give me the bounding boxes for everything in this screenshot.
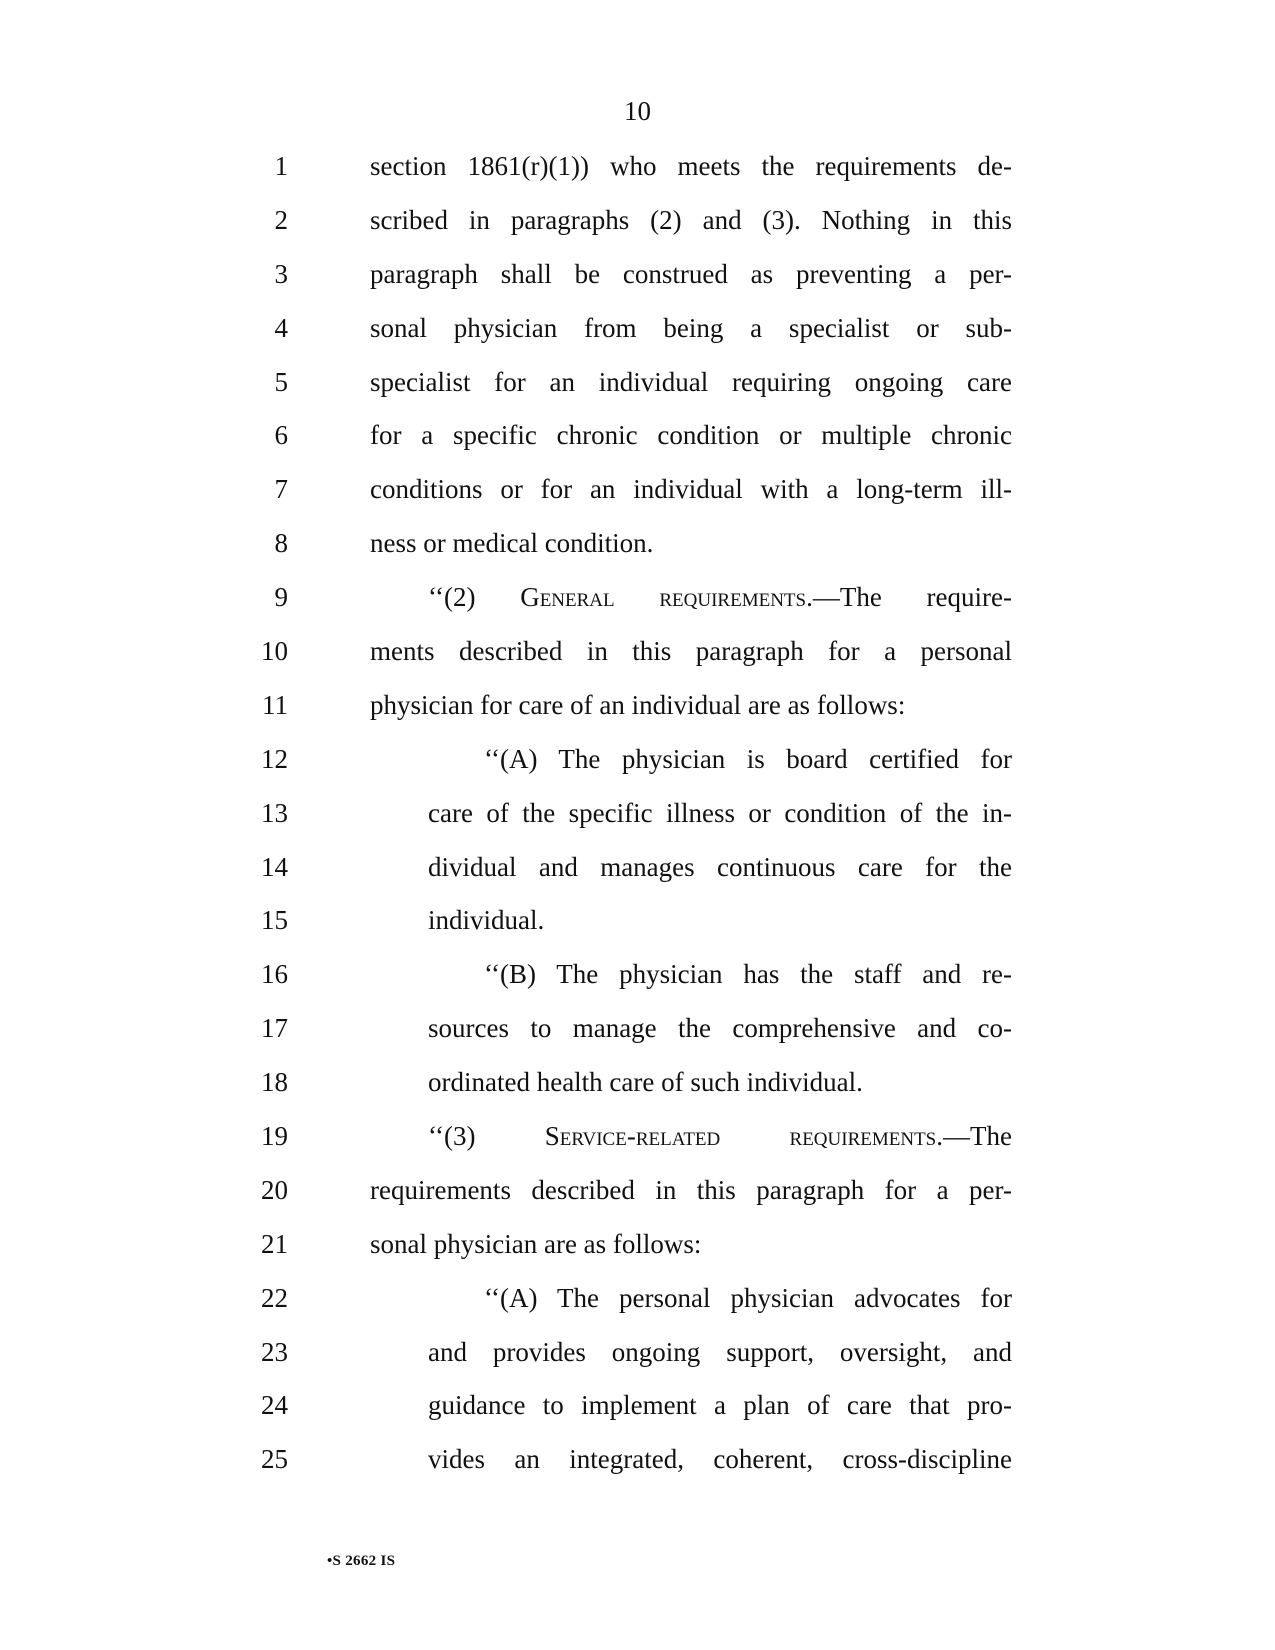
line-text: and provides ongoing support, oversight, and — [428, 1336, 1012, 1367]
line-text: physician for care of an individual are as follows: — [370, 689, 906, 720]
line-text: ments described in this paragraph for a personal — [370, 636, 1012, 667]
text-line — [0, 463, 1275, 517]
line-text: guidance to implement a plan of care that pro- — [428, 1390, 1012, 1421]
bill-identifier-footer: •S 2662 IS — [327, 1553, 396, 1569]
page-number: 10 — [624, 96, 651, 126]
text-line — [0, 248, 1275, 302]
text-line — [0, 409, 1275, 463]
line-number: 17 — [261, 1013, 288, 1044]
line-number: 9 — [274, 582, 288, 613]
line-number: 3 — [274, 258, 288, 289]
bill-text-body — [0, 140, 1275, 1487]
line-text: requirements described in this paragraph for a per- — [370, 1174, 1012, 1205]
text-line — [0, 517, 1275, 571]
line-number: 13 — [261, 797, 288, 828]
paragraph-heading-line — [428, 571, 1012, 625]
line-number: 11 — [262, 689, 288, 720]
line-text: dividual and manages continuous care for the — [428, 851, 1012, 882]
text-line — [0, 733, 1275, 787]
line-number: 7 — [274, 474, 288, 505]
line-text: individual. — [428, 905, 545, 936]
line-text: sonal physician from being a specialist or sub- — [370, 312, 1012, 343]
line-number: 21 — [261, 1228, 288, 1259]
text-line — [0, 948, 1275, 1002]
text-line — [0, 302, 1275, 356]
line-number: 23 — [261, 1336, 288, 1367]
paragraph-prefix: ‘‘(3) — [428, 1121, 545, 1152]
text-line — [0, 1056, 1275, 1110]
text-line — [0, 679, 1275, 733]
text-line — [0, 140, 1275, 194]
line-number: 12 — [261, 743, 288, 774]
line-text: for a specific chronic condition or multiple chronic — [370, 420, 1012, 451]
line-text: ordinated health care of such individual. — [428, 1067, 863, 1098]
text-line — [0, 571, 1275, 625]
text-line — [0, 356, 1275, 410]
line-text: paragraph shall be construed as preventing a per- — [370, 258, 1012, 289]
line-number: 15 — [261, 905, 288, 936]
line-text: conditions or for an individual with a long-term ill- — [370, 474, 1012, 505]
line-number: 5 — [274, 366, 288, 397]
text-line — [0, 1218, 1275, 1272]
paragraph-suffix: .—The require- — [806, 582, 1012, 613]
line-number: 24 — [261, 1390, 288, 1421]
line-number: 6 — [274, 420, 288, 451]
text-line — [0, 1002, 1275, 1056]
text-line — [0, 841, 1275, 895]
text-line — [0, 1272, 1275, 1326]
text-line — [0, 1326, 1275, 1380]
line-text: specialist for an individual requiring ongoing care — [370, 366, 1012, 397]
line-text: sonal physician are as follows: — [370, 1228, 702, 1259]
line-text: scribed in paragraphs (2) and (3). Nothing in this — [370, 204, 1012, 235]
text-line — [0, 1433, 1275, 1487]
line-text: care of the specific illness or condition of the in- — [428, 797, 1012, 828]
line-number: 1 — [274, 151, 288, 181]
text-line — [0, 1110, 1275, 1164]
text-line — [0, 787, 1275, 841]
paragraph-heading-line — [428, 1110, 1012, 1164]
line-text: ness or medical condition. — [370, 528, 654, 559]
text-line — [0, 1379, 1275, 1433]
text-line — [0, 194, 1275, 248]
line-text: vides an integrated, coherent, cross-discipline — [428, 1444, 1012, 1475]
paragraph-heading: General requirements — [520, 582, 807, 613]
line-number: 10 — [261, 636, 288, 667]
line-text: sources to manage the comprehensive and co- — [428, 1013, 1012, 1044]
line-text: section 1861(r)(1)) who meets the requirements de- — [370, 151, 1012, 181]
paragraph-prefix: ‘‘(2) — [428, 582, 521, 613]
line-text: ‘‘(A) The personal physician advocates for — [484, 1282, 1012, 1313]
line-text: ‘‘(B) The physician has the staff and re- — [484, 959, 1012, 990]
line-number: 20 — [261, 1174, 288, 1205]
text-line — [0, 625, 1275, 679]
line-number: 8 — [274, 528, 288, 559]
line-number: 2 — [274, 204, 288, 235]
line-number: 14 — [261, 851, 288, 882]
line-number: 25 — [261, 1444, 288, 1475]
line-text: ‘‘(A) The physician is board certified for — [484, 743, 1012, 774]
text-line — [0, 894, 1275, 948]
paragraph-suffix: .—The — [936, 1121, 1012, 1152]
line-number: 16 — [261, 959, 288, 990]
line-number: 19 — [261, 1121, 288, 1152]
line-number: 22 — [261, 1282, 288, 1313]
line-number: 4 — [274, 312, 288, 343]
text-line — [0, 1164, 1275, 1218]
paragraph-heading: Service-related requirements — [544, 1121, 937, 1152]
line-number: 18 — [261, 1067, 288, 1098]
